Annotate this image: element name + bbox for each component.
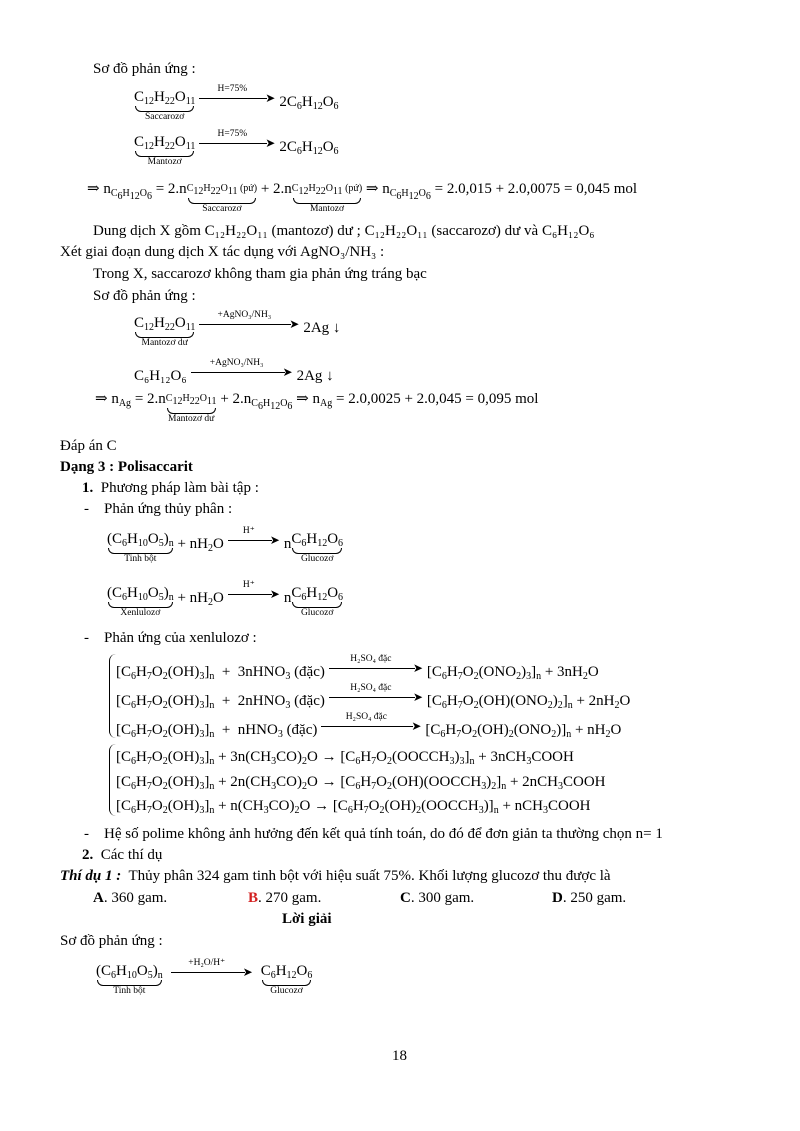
reaction-mantozo-ag: $C_{12}H_{22}O_{11}$ Mantozơ dư +AgNO₃/NH₃ ➤ 2Ag ↓ [134, 310, 341, 348]
reaction-mantozo: $C_{12}H_{22}O_{11}$ Mantozơ H=75% ➤ $2C_6H_{12}O_6$ [134, 129, 339, 167]
option-c: C. 300 gam. [400, 890, 475, 906]
option-b: B. 270 gam. [248, 890, 322, 906]
reaction-saccarozo: $C_{12}H_{22}O_{11}$ Saccarozơ H=75% ➤ $2C_6H_{12}O_6$ [134, 84, 339, 122]
silver-mol-equation: ⇒ $n_{Ag} = 2.n$ $C_{12}H_{22}O_{11}$ Mantozơ dư + $2.n_{C_6H_{12}O_6}$ ⇒ $n_{Ag} = 2.0,0025 + 2.0,045 = 0,095$ mol [95, 391, 539, 424]
example-label: Thí dụ 1 : [60, 868, 122, 884]
solution-reaction: $(C_6H_{10}O_5)_n$ Tinh bột +H₂O/H⁺ ➤ $C_6H_{12}O_6$ Glucozơ [96, 958, 313, 996]
section-heading-dang3: Dạng 3 : Polisaccarit [60, 459, 193, 475]
acetylation-1: $[C_6H_7O_2(OH)_3]_n + 3n(CH_3CO)_2O$ → $[C_6H_7O_2(OOCCH_3)_3]_n$ + 3nCH$_3$COOH [116, 749, 574, 767]
example-1-question: Thí dụ 1 : Thủy phân 324 gam tinh bột với hiệu suất 75%. Khối lượng glucozơ thu được là [60, 868, 611, 884]
acetylation-2: $[C_6H_7O_2(OH)_3]_n + 2n(CH_3CO)_2O$ → $[C_6H_7O_2(OH)(OOCCH_3)_2]_n$ + 2nCH$_3$COOH [116, 774, 606, 792]
brace-acetylation [109, 744, 116, 816]
solution-x-composition: Dung dịch X gồm C₁₂H₂₂O₁₁ (mantozơ) dư ; C₁₂H₂₂O₁₁ (saccarozơ) dư và C₆H₁₂O₆ [93, 223, 595, 239]
answer-c: Đáp án C [60, 438, 117, 454]
examples-item: 2. Các thí dụ [82, 847, 163, 863]
reaction-tinh-bot-hydrolysis: $(C_6H_{10}O_5)_n$ Tinh bột + $nH_2O$ H⁺ ➤ n $C_6H_{12}O_6$ Glucozơ [107, 526, 344, 564]
bullet-hydrolysis: - Phản ứng thủy phân : [84, 501, 233, 517]
page-number: 18 [392, 1048, 407, 1064]
stage-x-agno3: Xét giai đoạn dung dịch X tác dụng với AgNO₃/NH₃ : [60, 244, 385, 260]
correct-option-letter: B [248, 890, 259, 906]
label-mantozo: Mantozơ [147, 157, 182, 167]
scheme-heading: Sơ đồ phản ứng : [93, 61, 196, 77]
brace-nitration [109, 654, 116, 738]
reaction-glucose-ag: C₆H₁₂O₆ +AgNO₃/NH₃ ➤ 2Ag ↓ [134, 358, 334, 384]
label-mantozo-du: Mantozơ dư [141, 338, 188, 348]
solution-title: Lời giải [282, 911, 332, 927]
option-a: A. 360 gam. [93, 890, 168, 906]
arrow-label-h75: H=75% [217, 84, 248, 94]
label-saccarozo: Saccarozơ [145, 112, 185, 122]
solution-scheme-heading: Sơ đồ phản ứng : [60, 933, 163, 949]
method-item: 1. Phương pháp làm bài tập : [82, 480, 259, 496]
bullet-xenlulozo-reactions: - Phản ứng của xenlulozơ : [84, 630, 257, 646]
nitration-1: $[C_6H_7O_2(OH)_3]_n$ + 3nHNO$_3$ (đặc) H₂SO₄ đặc ➤ $[C_6H_7O_2(ONO_2)_3]_n + 3nH_2O$ [116, 654, 599, 682]
acetylation-3: $[C_6H_7O_2(OH)_3]_n + n(CH_3CO)_2O$ → $[C_6H_7O_2(OH)_2(OOCCH_3)]_n$ + nCH$_3$COOH [116, 798, 591, 816]
bullet-polymer-coefficient: - Hệ số polime không ảnh hưởng đến kết quả tính toán, do đó để đơn giản ta thường chọn n= 1 [84, 826, 663, 842]
glucose-mol-equation: ⇒ $n_{C_6H_{12}O_6} = 2.n$ $C_{12}H_{22}O_{11}$ (pứ) Saccarozơ + 2.n $C_{12}H_{22}O_{11}$ (pứ) Mantozơ ⇒ $n_{C_6H_{12}O_6} = 2.0,015 + 2.0,0075 = 0,045$ mol [87, 181, 638, 214]
reaction-xenlulozo-hydrolysis: $(C_6H_{10}O_5)_n$ Xenlulozơ + $nH_2O$ H⁺ ➤ n $C_6H_{12}O_6$ Glucozơ [107, 580, 344, 618]
nitration-2: $[C_6H_7O_2(OH)_3]_n$ + 2nHNO$_3$ (đặc) H₂SO₄ đặc ➤ $[C_6H_7O_2(OH)(ONO_2)_2]_n + 2nH_2O$ [116, 683, 631, 711]
saccarozo-note: Trong X, saccarozơ không tham gia phản ứng tráng bạc [93, 266, 427, 282]
scheme-heading-2: Sơ đồ phản ứng : [93, 288, 196, 304]
nitration-3: $[C_6H_7O_2(OH)_3]_n$ + nHNO$_3$ (đặc) H₂SO₄ đặc ➤ $[C_6H_7O_2(OH)_2(ONO_2)]_n + nH_2O$ [116, 712, 622, 740]
arrow-label-h75-2: H=75% [217, 129, 248, 139]
option-d: D. 250 gam. [552, 890, 627, 906]
